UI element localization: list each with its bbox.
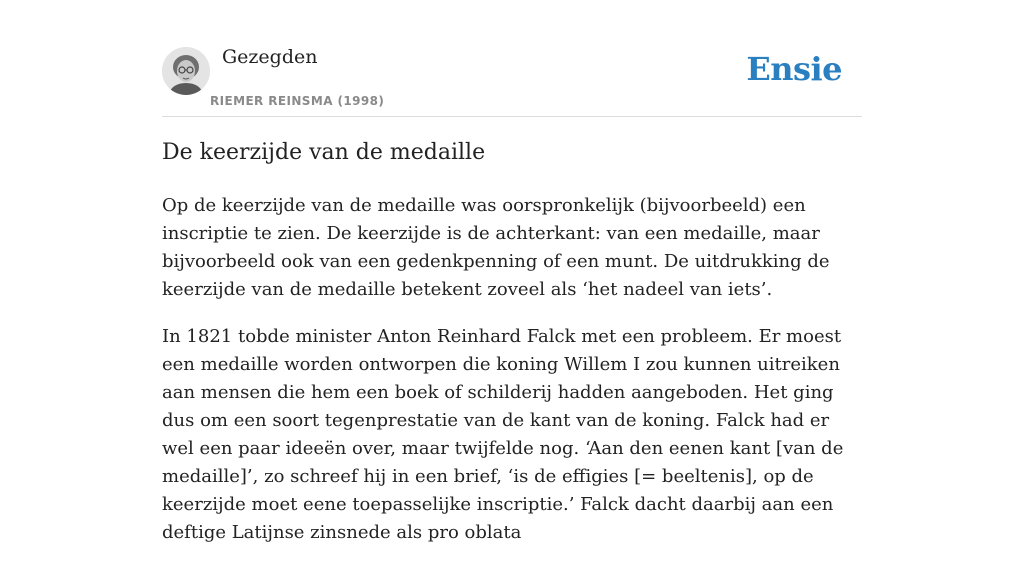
author-portrait-icon xyxy=(162,47,210,95)
ensie-logo[interactable]: Ensie xyxy=(746,50,842,88)
paragraph-1: Op de keerzijde van de medaille was oorspronkelijk (bijvoorbeeld) een inscriptie te zien. De keerzijde is de achterkant: van een medaille, maar bijvoorbeeld ook van een gedenkpenning of een munt. De uitdrukking de keerzijde van de medaille betekent zoveel als ‘het nadeel van iets’. xyxy=(162,195,830,300)
avatar[interactable] xyxy=(162,47,210,95)
page-content xyxy=(162,0,862,543)
paragraph-2: In 1821 tobde minister Anton Reinhard Falck met een probleem. Er moest een medaille worden ontworpen die koning Willem I zou kunnen uitreiken aan mensen die hem een boek of schilderij hadden aangeboden. Het ging dus om een soort tegenprestatie van de kant van de koning. Falck had er wel een paar ideeën over, maar twijfelde nog. ‘Aan den eenen kant [van de medaille]’, zo schreef hij in een brief, ‘is de effigies [= beeltenis], op de keerzijde moet eene toepasselijke inscriptie.’ Falck dacht daarbij aan een deftige Latijnse zinsnede als pro oblata xyxy=(162,326,844,543)
page-title: De keerzijde van de medaille xyxy=(162,140,486,165)
article-header xyxy=(162,0,862,117)
article-body xyxy=(162,192,862,566)
author-credit: RIEMER REINSMA (1998) xyxy=(210,94,385,108)
source-title[interactable]: Gezegden xyxy=(222,46,318,68)
